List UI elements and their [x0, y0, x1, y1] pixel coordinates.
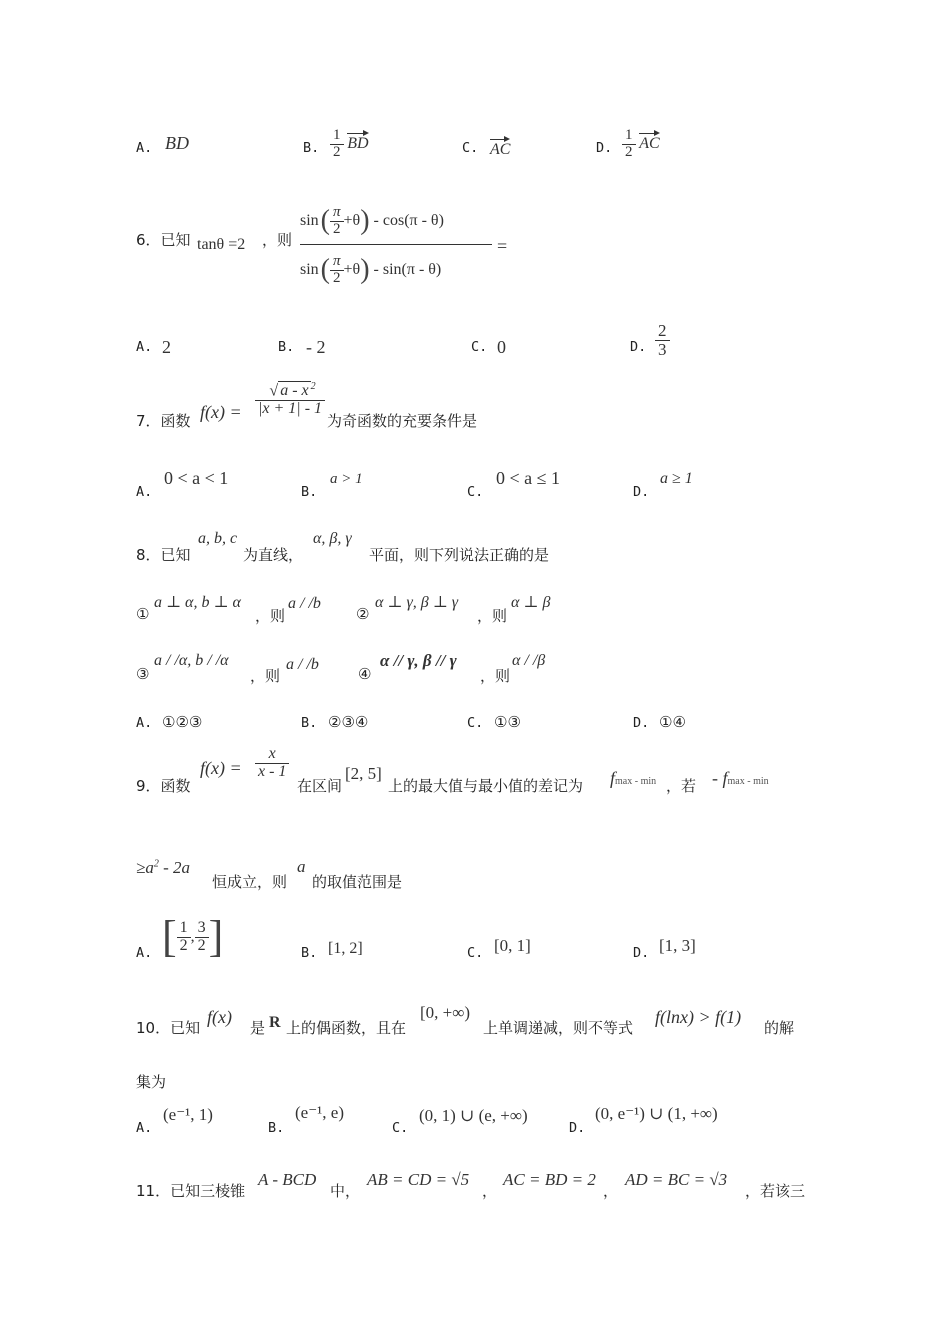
q9-fraction: [255, 746, 289, 781]
q9-t2: 上的最大值与最小值的差记为: [388, 777, 584, 795]
q9-option-a-val: [ $\frac{1}{2}$ , $\frac{3}{2}$ ]: [162, 912, 224, 961]
q9-fmaxmin: [610, 768, 656, 789]
q9-option-c-label: C.: [467, 945, 484, 961]
q11-e1: AB = CD = √5: [367, 1170, 470, 1189]
q5-option-c-label: C.: [462, 140, 479, 156]
q9-a-d1: 2: [177, 937, 191, 955]
q5-d-num: 1: [625, 127, 633, 143]
q8-s2-then: ，则: [477, 607, 508, 625]
q9-line2-a: ≥a: [136, 858, 154, 877]
q8-planes: α, β, γ: [313, 530, 352, 547]
q8-s3-mark: ③: [136, 665, 150, 683]
q6-num-two: 2: [330, 221, 344, 238]
q6-den-two: 2: [330, 270, 344, 287]
q6-num-pi: π: [333, 203, 341, 220]
q8-s3-then: ，则: [250, 667, 281, 685]
q9-a-n1: 1: [179, 918, 188, 936]
q6-d-num: 2: [658, 321, 667, 340]
q10-R: R: [269, 1014, 281, 1031]
q10-interval: [0, +∞): [420, 1003, 471, 1022]
q6-den-sin: sin: [300, 261, 319, 278]
q11-e3: AD = BC = √3: [625, 1170, 728, 1189]
q7-option-d-label: D.: [633, 484, 650, 500]
q9-line2-rest: - 2a: [163, 858, 191, 877]
q10-t1: 是: [250, 1019, 266, 1037]
q9-line2-expr: [136, 858, 190, 878]
q6-num-theta: +θ: [343, 212, 361, 229]
q8-s1-cond: a ⊥ α, b ⊥ α: [154, 594, 241, 611]
q10-option-a-val: (e⁻¹, 1): [163, 1105, 213, 1124]
q5-d-den: 2: [622, 144, 636, 161]
q8-mid: 为直线，: [243, 546, 304, 564]
q8-s1-mark: ①: [136, 605, 150, 623]
q8-s2-mark: ②: [356, 605, 370, 623]
q7-tail: 为奇函数的充要条件是: [327, 412, 478, 430]
q9-option-a-label: A.: [136, 945, 153, 961]
q9-denominator: x - 1: [255, 763, 289, 781]
q6-d-den: 3: [655, 340, 670, 359]
q7-denominator: |x + 1| - 1: [255, 400, 325, 418]
q9-f-sub-2: max - min: [727, 776, 769, 787]
q9-option-b-val: [1, 2]: [328, 940, 363, 957]
q6-option-d-label: D.: [630, 339, 647, 355]
q7-numer-sup: 2: [310, 381, 316, 392]
q11-t1: 中，: [330, 1182, 361, 1200]
q11-t2: ，若该三: [745, 1182, 806, 1200]
q9-a-sym: a: [297, 857, 306, 876]
q9-f-sym: f: [610, 768, 616, 788]
q10-option-d-val: (0, e⁻¹) ∪ (1, +∞): [595, 1104, 718, 1123]
q8-tail: 平面，则下列说法正确的是: [369, 546, 550, 564]
q11-e2: AC = BD = 2: [503, 1170, 596, 1189]
q7-option-c-val: 0 < a ≤ 1: [496, 468, 561, 488]
q8-lines: a, b, c: [198, 530, 238, 547]
q5-option-b-expr: [330, 128, 369, 161]
q7-option-b-val: a > 1: [330, 471, 363, 487]
q10-option-c-val: (0, 1) ∪ (e, +∞): [419, 1106, 528, 1125]
q6-then: ，则: [262, 231, 293, 249]
q11-solid: A - BCD: [258, 1170, 317, 1189]
q9-t5: 的取值范围是: [312, 873, 403, 891]
q6-option-b-val: - 2: [306, 337, 326, 357]
q10-option-a-label: A.: [136, 1120, 153, 1136]
q5-b-vector: BD: [347, 134, 369, 152]
q6-den-pi: π: [333, 252, 341, 269]
q5-b-den: 2: [330, 144, 344, 161]
q6-option-a-val: 2: [162, 337, 171, 357]
q6-option-a-label: A.: [136, 339, 153, 355]
q9-f-sub: max - min: [615, 776, 657, 787]
q6-num-sin: sin: [300, 212, 319, 229]
q11-c1: ，: [482, 1182, 498, 1200]
q9-a-n2: 3: [197, 918, 206, 936]
q6-denominator: sin ( $\frac{\pi}{2}$ +θ ) - sin(π - θ): [300, 252, 442, 286]
q5-option-c-expr: [490, 141, 510, 159]
q7-fraction: [255, 382, 325, 418]
q10-t2: 上的偶函数，且在: [286, 1019, 407, 1037]
q6-option-b-label: B.: [278, 339, 295, 355]
q6-number: 6．已知: [136, 231, 191, 249]
q8-s4-res: α / /β: [512, 652, 546, 669]
q6-option-c-label: C.: [471, 339, 488, 355]
q9-option-c-val: [0, 1]: [494, 936, 531, 955]
q6-numerator: sin ( $\frac{\pi}{2}$ +θ ) - cos(π - θ): [300, 203, 444, 237]
q6-option-c-val: 0: [497, 337, 506, 357]
q9-option-b-label: B.: [301, 945, 318, 961]
q8-option-d-label: D.: [633, 715, 650, 731]
q9-numerator: x: [268, 745, 276, 762]
q11-number: 11．已知三棱锥: [136, 1182, 246, 1200]
q10-option-b-label: B.: [268, 1120, 285, 1136]
q8-s1-res: a / /b: [288, 595, 321, 612]
q9-option-d-label: D.: [633, 945, 650, 961]
q7-option-b-label: B.: [301, 484, 318, 500]
q8-number: 8．已知: [136, 546, 191, 564]
q7-func: f(x) =: [200, 402, 242, 422]
q9-t1: 在区间: [297, 777, 343, 795]
q6-den-theta: +θ: [343, 261, 361, 278]
q8-option-b-val: ②③④: [328, 713, 369, 731]
q6-option-d-frac: [655, 322, 670, 359]
q5-d-vector: AC: [639, 134, 660, 152]
q10-option-d-label: D.: [569, 1120, 586, 1136]
q9-t3: ，若: [666, 777, 697, 795]
q8-option-b-label: B.: [301, 715, 318, 731]
q8-s3-res: a / /b: [286, 656, 319, 673]
q9-option-d-val: [1, 3]: [659, 936, 696, 955]
q5-c-vector: AC: [490, 141, 511, 158]
q9-neg: -: [712, 768, 718, 788]
q5-option-d-expr: [622, 128, 660, 161]
q8-s2-cond: α ⊥ γ, β ⊥ γ: [375, 594, 459, 611]
q9-a-d2: 2: [195, 937, 209, 955]
q9-interval: [2, 5]: [345, 764, 382, 783]
q10-ineq: f(lnx) > f(1): [655, 1007, 742, 1027]
q5-b-num: 1: [333, 127, 341, 143]
q5-option-b-label: B.: [303, 140, 320, 156]
q11-c2: ，: [603, 1182, 619, 1200]
q5-option-d-label: D.: [596, 140, 613, 156]
q8-s3-cond: a / /α, b / /α: [154, 652, 229, 669]
q5-option-a-expr: BD: [165, 133, 189, 153]
q6-fraction: [300, 198, 492, 295]
q10-line2: 集为: [136, 1073, 167, 1091]
q7-option-c-label: C.: [467, 484, 484, 500]
q8-s4-then: ，则: [480, 667, 511, 685]
q8-s1-then: ，则: [255, 607, 286, 625]
q8-s4-mark: ④: [358, 665, 372, 683]
q8-option-d-val: ①④: [659, 713, 686, 731]
q10-option-c-label: C.: [392, 1120, 409, 1136]
q9-t4: 恒成立，则: [212, 873, 288, 891]
q8-option-c-label: C.: [467, 715, 484, 731]
q6-equals: =: [497, 236, 508, 256]
q5-option-a-label: A.: [136, 140, 153, 156]
q10-func: f(x): [207, 1007, 232, 1027]
q10-t4: 的解: [764, 1019, 795, 1037]
q8-option-a-label: A.: [136, 715, 153, 731]
q9-number: 9．函数: [136, 777, 191, 795]
q7-numer-text: a - x: [280, 382, 309, 400]
q8-s2-res: α ⊥ β: [511, 594, 551, 611]
q10-t3: 上单调递减，则不等式: [483, 1019, 634, 1037]
q6-den-sin2: - sin(π - θ): [373, 261, 442, 278]
q7-option-d-val: a ≥ 1: [660, 470, 693, 487]
q9-func: f(x) =: [200, 758, 242, 778]
q10-option-b-val: (e⁻¹, e): [295, 1103, 344, 1122]
q9-f-sym-2: f: [722, 768, 728, 788]
q9-fmaxmin-neg: [712, 768, 769, 789]
q7-number: 7．函数: [136, 412, 191, 430]
q8-option-a-val: ①②③: [162, 713, 203, 731]
q10-number: 10．已知: [136, 1019, 201, 1037]
q6-num-cos: - cos(π - θ): [373, 212, 444, 229]
q7-option-a-val: 0 < a < 1: [164, 468, 229, 488]
q9-line2-sup: 2: [153, 858, 159, 870]
q7-option-a-label: A.: [136, 484, 153, 500]
q6-given: tanθ =2: [197, 236, 246, 253]
q8-option-c-val: ①③: [494, 713, 521, 731]
q8-s4-cond: α // γ, β // γ: [380, 651, 457, 670]
q7-numerator: √ a - x $^2$: [269, 381, 316, 400]
